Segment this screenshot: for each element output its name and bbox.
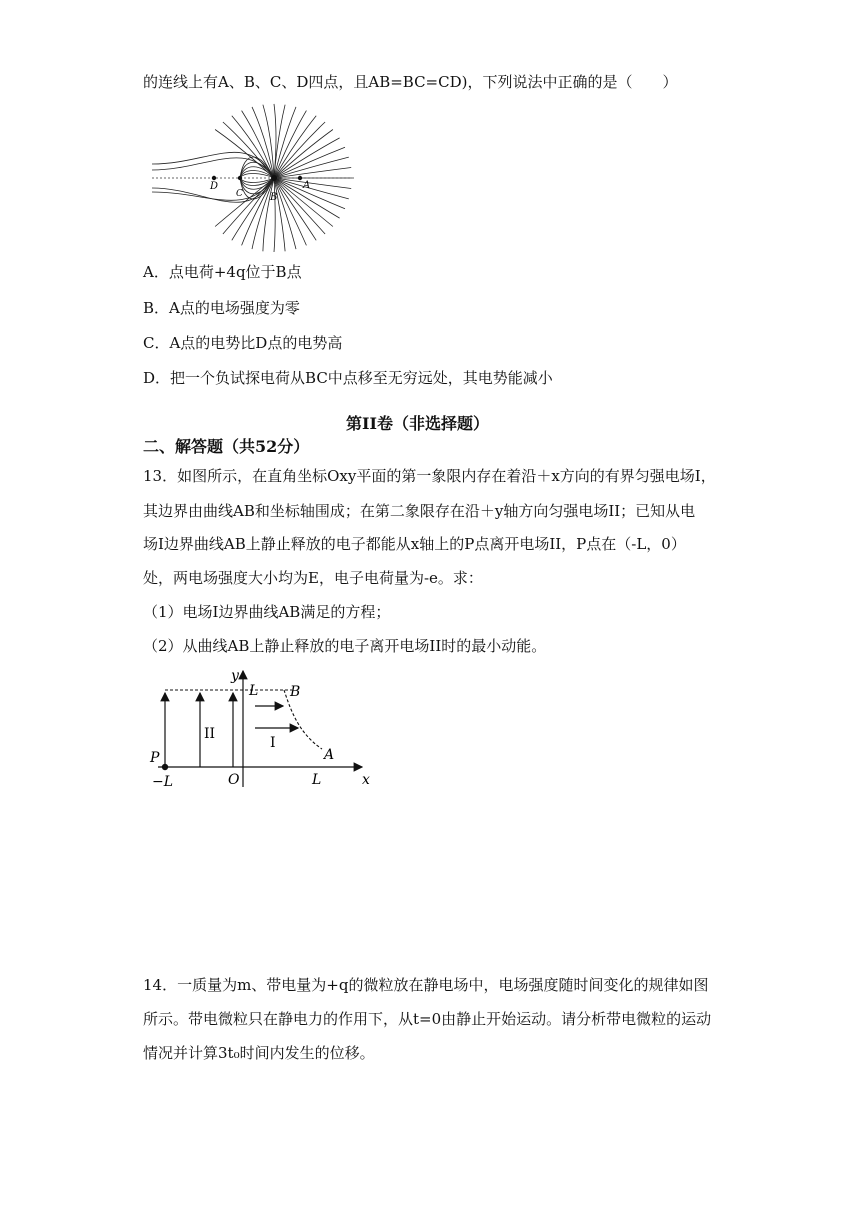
label-p: P [150,750,160,766]
label-l-top: L [249,683,259,699]
q12-option-b: B．A点的电场强度为零 [143,299,300,317]
q12-option-d: D．把一个负试探电荷从BC中点移至无穷远处，其电势能减小 [143,369,553,387]
q13-line-2: 其边界由曲线AB和坐标轴围成；在第二象限存在沿＋y轴方向匀强电场II；已知从电 [143,502,696,520]
q13-line-4: 处，两电场强度大小均为E，电子电荷量为-e。求： [143,569,483,587]
q12-option-a: A．点电荷+4q位于B点 [143,263,302,281]
q12-stem-tail: 的连线上有A、B、C、D四点，且AB=BC=CD)，下列说法中正确的是（ ） [143,73,678,91]
label-field-i: I [270,735,276,751]
electric-field-coordinate-figure [140,663,380,793]
part2-title: 第II卷（非选择题） [346,414,489,433]
q13-line-1: 13．如图所示，在直角坐标Oxy平面的第一象限内存在着沿＋x方向的有界匀强电场I， [143,467,716,485]
label-a: A [324,747,335,763]
label-field-ii: II [204,726,216,742]
q13-line-5: （1）电场I边界曲线AB满足的方程； [143,603,391,621]
label-c: C [236,189,243,199]
label-y: y [231,668,239,684]
label-minus-l: −L [152,774,174,790]
label-l-x: L [312,772,322,788]
label-d: D [210,181,219,192]
q14-line-3: 情况并计算3t₀时间内发生的位移。 [143,1044,375,1062]
label-b: B [270,192,278,203]
point-c-dot [238,176,242,180]
section-heading: 二、解答题（共52分） [143,437,310,456]
q13-line-6: （2）从曲线AB上静止释放的电子离开电场II时的最小动能。 [143,637,547,655]
label-b: B [290,684,301,700]
field-lines-figure [150,100,360,252]
point-d-dot [212,176,216,180]
label-a: A [303,180,311,191]
point-a-dot [298,176,302,180]
q13-line-3: 场I边界曲线AB上静止释放的电子都能从x轴上的P点离开电场II，P点在（-L，0） [143,535,686,553]
point-b-charge [271,175,277,181]
label-x: x [362,772,370,788]
point-p [162,764,168,770]
q12-option-c: C．A点的电势比D点的电势高 [143,334,343,352]
q14-line-2: 所示。带电微粒只在静电力的作用下，从t=0由静止开始运动。请分析带电微粒的运动 [143,1010,712,1028]
label-origin: O [228,772,240,788]
q14-line-1: 14．一质量为m、带电量为+q的微粒放在静电场中，电场强度随时间变化的规律如图 [143,976,709,994]
